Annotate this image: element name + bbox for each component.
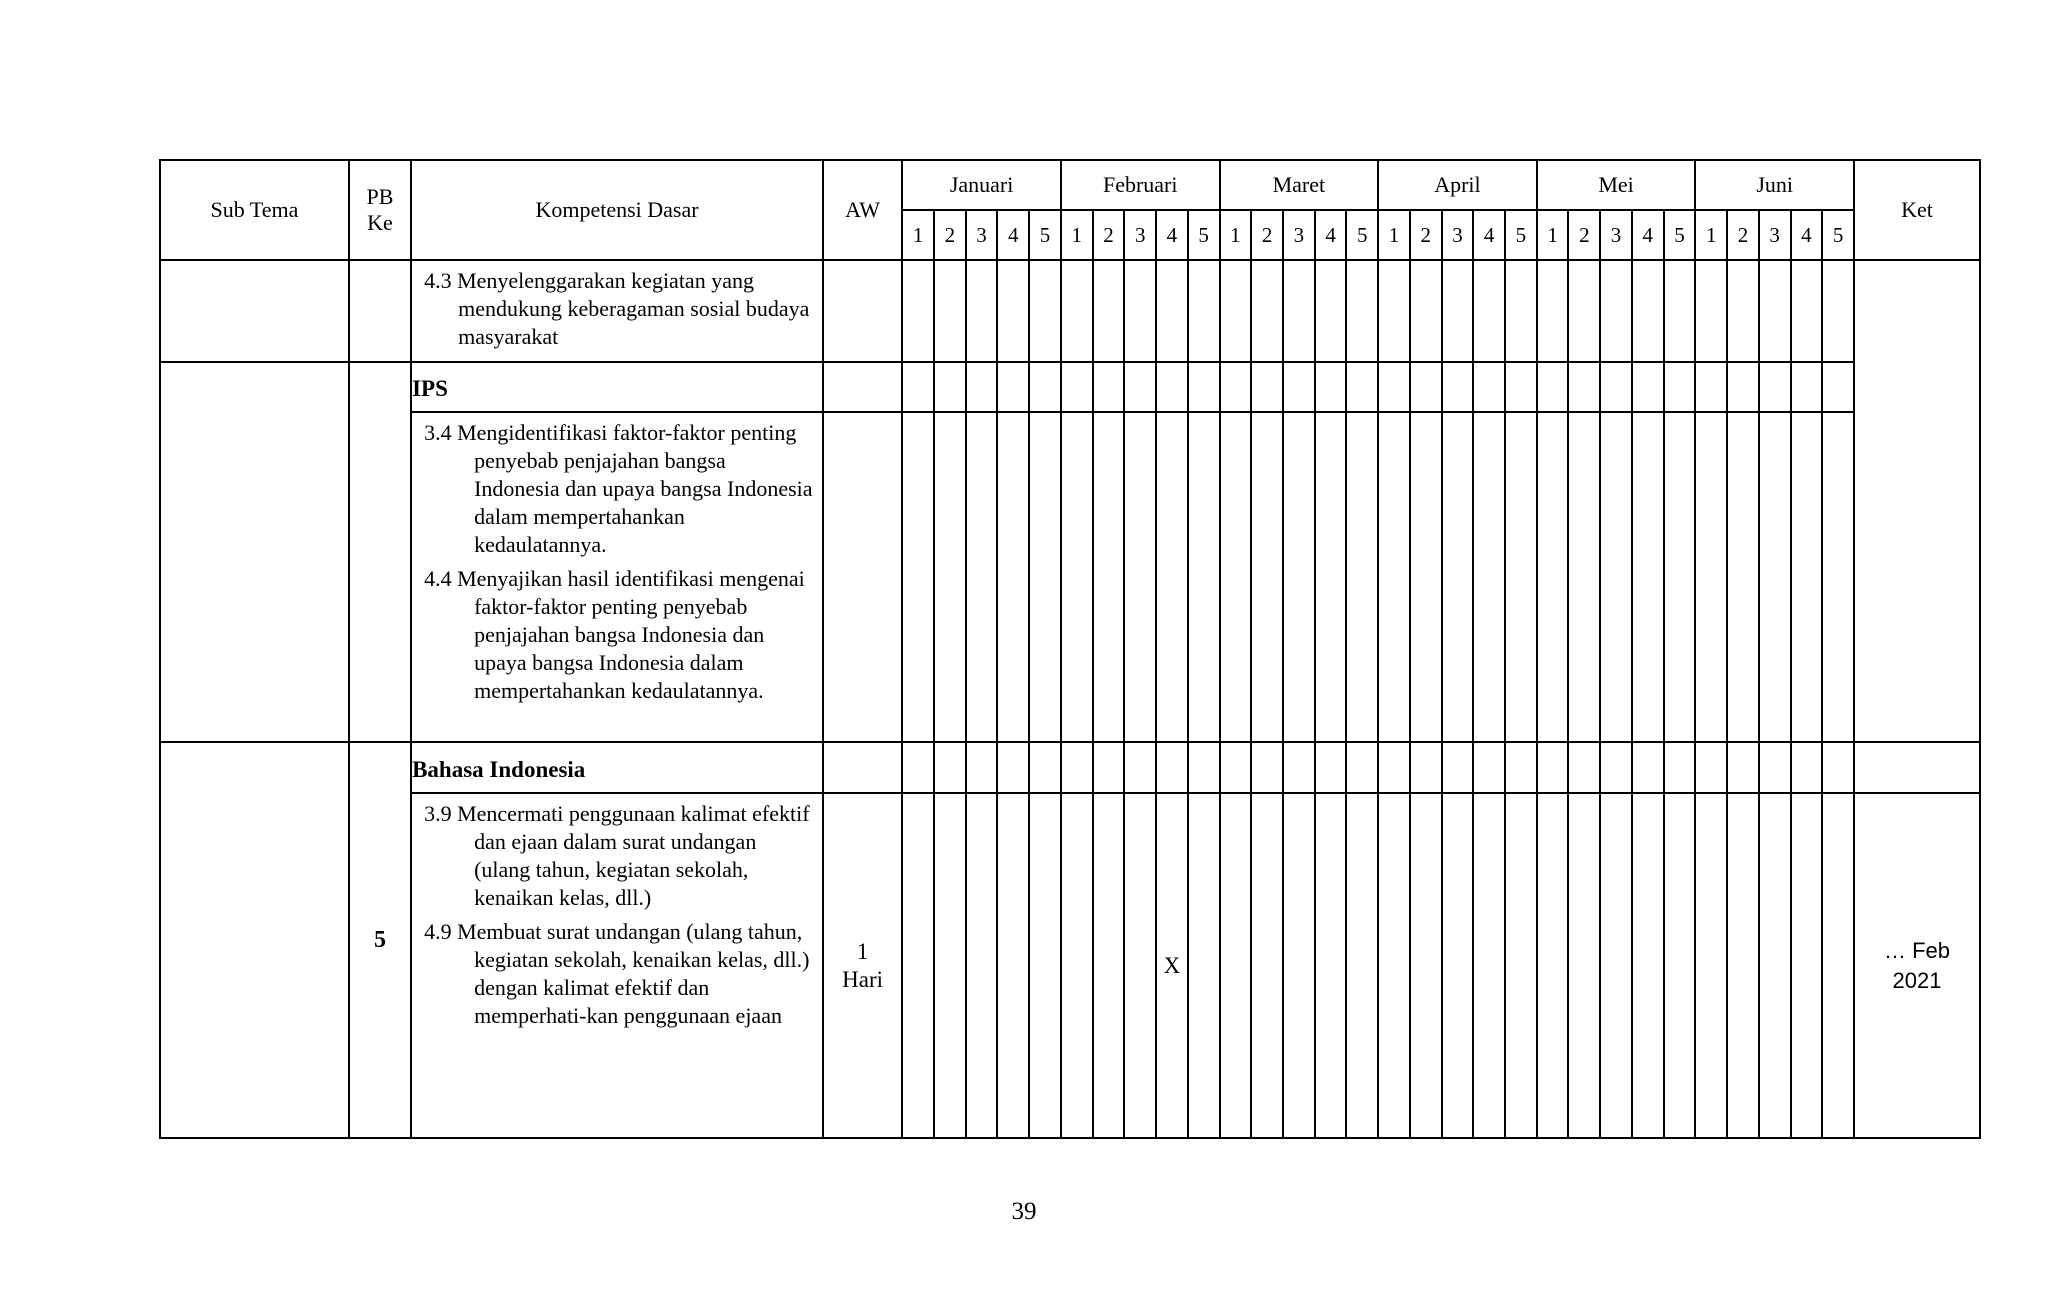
week-cell	[1442, 260, 1474, 362]
week-cell	[1664, 793, 1696, 1138]
week-cell	[1283, 793, 1315, 1138]
week-cell	[1759, 362, 1791, 412]
pb-number: 5	[373, 926, 386, 953]
week-cell	[1251, 793, 1283, 1138]
header-row-months	[160, 160, 1980, 210]
week-cell	[1727, 793, 1759, 1138]
week-cell	[1473, 260, 1505, 362]
week-number: 3	[966, 210, 998, 260]
week-number: 4	[997, 210, 1029, 260]
week-cell	[1695, 742, 1727, 793]
week-cell	[1568, 362, 1600, 412]
week-cell	[902, 260, 934, 362]
week-cell	[1759, 260, 1791, 362]
week-number: 1	[1537, 210, 1569, 260]
week-cell	[902, 412, 934, 742]
week-cell	[902, 793, 934, 1138]
week-number: 3	[1283, 210, 1315, 260]
week-cell	[1537, 742, 1569, 793]
week-cell	[1093, 412, 1125, 742]
month-juni: Juni	[1695, 160, 1854, 210]
week-cell	[1029, 793, 1061, 1138]
week-number: 2	[1410, 210, 1442, 260]
week-cell	[1283, 742, 1315, 793]
month-mei: Mei	[1537, 160, 1696, 210]
week-cell	[1568, 412, 1600, 742]
aw-cell	[823, 260, 902, 362]
week-cell	[1061, 412, 1093, 742]
week-cell	[1632, 742, 1664, 793]
week-cell	[1093, 742, 1125, 793]
week-number: 3	[1600, 210, 1632, 260]
week-cell	[1822, 412, 1854, 742]
week-cell	[1505, 260, 1537, 362]
week-number: 1	[1061, 210, 1093, 260]
week-cell	[966, 742, 998, 793]
ips-title: IPS	[411, 362, 823, 412]
ket-cell	[1854, 742, 1980, 793]
week-cell	[1061, 742, 1093, 793]
week-cell	[1537, 412, 1569, 742]
month-april: April	[1378, 160, 1537, 210]
week-cell	[1410, 793, 1442, 1138]
sub-tema-cell	[160, 362, 349, 742]
week-cell	[1315, 793, 1347, 1138]
week-cell	[1473, 742, 1505, 793]
week-cell	[1251, 362, 1283, 412]
week-cell	[902, 362, 934, 412]
header-pb-ke: PB Ke	[349, 160, 411, 260]
row-kd-4-3	[160, 260, 1980, 362]
week-cell	[1822, 742, 1854, 793]
aw-cell	[823, 742, 902, 793]
kd-3-4: 3.4 Mengidentifikasi faktor-faktor penting penyebab penjajahan bangsa Indonesia dan upaya bangsa Indonesia dalam mempertahankan kedaulatannya.	[424, 420, 813, 557]
page-number: 39	[1011, 1198, 1037, 1225]
week-number: 5	[1029, 210, 1061, 260]
week-cell	[966, 793, 998, 1138]
week-cell	[1505, 362, 1537, 412]
week-cell	[1664, 260, 1696, 362]
week-cell	[1442, 742, 1474, 793]
week-cell	[1568, 260, 1600, 362]
week-cell	[1156, 362, 1188, 412]
week-cell	[1632, 362, 1664, 412]
row-kd-3-9	[160, 793, 1980, 1138]
week-cell	[1537, 793, 1569, 1138]
week-number: 4	[1791, 210, 1823, 260]
week-cell	[1537, 260, 1569, 362]
week-cell	[1727, 412, 1759, 742]
week-cell	[1664, 412, 1696, 742]
week-number: 2	[1093, 210, 1125, 260]
header-ket: Ket	[1854, 160, 1980, 260]
week-cell	[1759, 412, 1791, 742]
week-cell	[1346, 412, 1378, 742]
month-januari: Januari	[902, 160, 1061, 210]
aw-value: 1 Hari	[823, 793, 902, 1138]
week-cell	[1220, 412, 1252, 742]
week-number: 4	[1156, 210, 1188, 260]
week-number: 4	[1315, 210, 1347, 260]
row-ips-title	[160, 362, 1980, 412]
week-cell	[1473, 362, 1505, 412]
week-cell	[1220, 742, 1252, 793]
week-cell	[1568, 742, 1600, 793]
week-cell	[1568, 793, 1600, 1138]
week-cell	[1791, 742, 1823, 793]
week-cell	[1283, 412, 1315, 742]
row-kd-3-4	[160, 412, 1980, 742]
week-cell	[1791, 412, 1823, 742]
week-cell	[1124, 260, 1156, 362]
week-cell	[1251, 742, 1283, 793]
week-cell	[1188, 412, 1220, 742]
week-cell	[1093, 260, 1125, 362]
week-cell	[1061, 260, 1093, 362]
week-cell	[1315, 260, 1347, 362]
week-cell	[1220, 793, 1252, 1138]
week-cell	[1791, 362, 1823, 412]
week-cell	[1505, 742, 1537, 793]
week-cell	[1251, 260, 1283, 362]
week-cell	[1759, 793, 1791, 1138]
week-cell	[1220, 362, 1252, 412]
week-cell	[934, 362, 966, 412]
week-cell	[902, 742, 934, 793]
week-cell	[1188, 362, 1220, 412]
week-cell	[1410, 362, 1442, 412]
week-cell	[1061, 793, 1093, 1138]
week-cell	[1600, 260, 1632, 362]
week-cell	[1124, 793, 1156, 1138]
week-cell	[1473, 412, 1505, 742]
week-cell	[1315, 412, 1347, 742]
kd-cell	[411, 793, 823, 1138]
week-cell	[966, 260, 998, 362]
week-cell	[1346, 260, 1378, 362]
week-number: 4	[1632, 210, 1664, 260]
header-aw: AW	[823, 160, 902, 260]
week-number: 2	[934, 210, 966, 260]
week-cell	[1505, 793, 1537, 1138]
week-cell	[1410, 260, 1442, 362]
week-cell	[966, 412, 998, 742]
week-cell	[1093, 793, 1125, 1138]
sub-tema-cell	[160, 742, 349, 1138]
week-cell	[1727, 362, 1759, 412]
week-cell	[997, 260, 1029, 362]
week-cell	[1124, 412, 1156, 742]
week-number: 1	[902, 210, 934, 260]
week-number: 3	[1124, 210, 1156, 260]
week-cell	[1410, 412, 1442, 742]
week-cell	[1188, 260, 1220, 362]
week-number: 2	[1251, 210, 1283, 260]
ket-cell	[1854, 260, 1980, 742]
week-number: 5	[1346, 210, 1378, 260]
month-februari: Februari	[1061, 160, 1220, 210]
week-number: 1	[1695, 210, 1727, 260]
week-cell	[997, 362, 1029, 412]
week-cell	[1251, 412, 1283, 742]
week-cell	[1664, 742, 1696, 793]
kd-3-9: 3.9 Mencermati penggunaan kalimat efektif dan ejaan dalam surat undangan (ulang tahun, kegiatan sekolah, kenaikan kelas, dll.)	[424, 801, 810, 910]
kd-4-3: 4.3 Menyelenggarakan kegiatan yang mendukung keberagaman sosial budaya masyarakat	[424, 268, 810, 349]
week-cell	[1346, 793, 1378, 1138]
week-cell	[1822, 260, 1854, 362]
week-cell	[1029, 362, 1061, 412]
week-cell	[934, 793, 966, 1138]
kd-4-4: 4.4 Menyajikan hasil identifikasi mengenai faktor-faktor penting penyebab penjajahan bangsa Indonesia dan upaya bangsa Indonesia dalam mempertahankan kedaulatannya.	[424, 566, 805, 703]
header-kompetensi-dasar: Kompetensi Dasar	[411, 160, 823, 260]
week-number: 2	[1568, 210, 1600, 260]
week-cell	[1600, 412, 1632, 742]
aw-cell	[823, 362, 902, 412]
week-cell	[1632, 260, 1664, 362]
week-cell	[1695, 412, 1727, 742]
week-cell	[1188, 793, 1220, 1138]
week-cell	[1442, 793, 1474, 1138]
week-cell	[1695, 362, 1727, 412]
week-number: 3	[1442, 210, 1474, 260]
schedule-table	[159, 159, 1981, 1139]
week-cell	[1378, 412, 1410, 742]
week-cell	[934, 260, 966, 362]
week-cell	[1600, 362, 1632, 412]
week-cell	[1759, 742, 1791, 793]
pb-cell	[349, 362, 411, 742]
week-cell	[1473, 793, 1505, 1138]
week-number: 4	[1473, 210, 1505, 260]
week-cell	[966, 362, 998, 412]
week-cell	[1220, 260, 1252, 362]
week-cell	[1600, 793, 1632, 1138]
week-cell	[1188, 742, 1220, 793]
kd-4-9: 4.9 Membuat surat undangan (ulang tahun, kegiatan sekolah, kenaikan kelas, dll.) dengan kalimat efektif dan memperhati-kan penggunaan ejaan	[424, 919, 810, 1028]
week-number: 2	[1727, 210, 1759, 260]
week-cell	[997, 793, 1029, 1138]
week-cell	[1378, 362, 1410, 412]
sub-tema-cell	[160, 260, 349, 362]
week-cell	[1061, 362, 1093, 412]
week-cell	[1346, 742, 1378, 793]
header-sub-tema: Sub Tema	[160, 160, 349, 260]
ket-value: … Feb 2021	[1854, 793, 1980, 1138]
week-cell	[1791, 793, 1823, 1138]
week-cell	[1791, 260, 1823, 362]
week-cell	[1283, 260, 1315, 362]
week-cell	[997, 742, 1029, 793]
schedule-mark: X	[1156, 793, 1188, 1138]
week-cell	[1822, 362, 1854, 412]
month-maret: Maret	[1220, 160, 1379, 210]
week-cell	[1632, 793, 1664, 1138]
aw-cell	[823, 412, 902, 742]
pb-number-cell	[349, 742, 411, 1138]
week-cell	[1315, 362, 1347, 412]
week-cell	[1442, 362, 1474, 412]
week-cell	[1124, 742, 1156, 793]
week-cell	[1156, 742, 1188, 793]
week-cell	[1283, 362, 1315, 412]
week-cell	[1664, 362, 1696, 412]
pb-cell	[349, 260, 411, 362]
week-number: 1	[1220, 210, 1252, 260]
week-cell	[1029, 260, 1061, 362]
week-cell	[1315, 742, 1347, 793]
week-cell	[1156, 412, 1188, 742]
week-cell	[1156, 260, 1188, 362]
week-cell	[1346, 362, 1378, 412]
week-cell	[1093, 362, 1125, 412]
week-cell	[1410, 742, 1442, 793]
week-number: 5	[1505, 210, 1537, 260]
kd-cell	[411, 260, 823, 362]
week-cell	[1537, 362, 1569, 412]
week-cell	[1029, 742, 1061, 793]
row-bindo-title	[160, 742, 1980, 793]
week-cell	[1378, 742, 1410, 793]
week-number: 1	[1378, 210, 1410, 260]
week-cell	[1600, 742, 1632, 793]
week-cell	[1822, 793, 1854, 1138]
week-cell	[1727, 742, 1759, 793]
week-cell	[1632, 412, 1664, 742]
kd-cell	[411, 412, 823, 742]
week-cell	[934, 412, 966, 742]
bindo-title: Bahasa Indonesia	[411, 742, 823, 793]
week-cell	[1378, 793, 1410, 1138]
week-cell	[1029, 412, 1061, 742]
week-cell	[1695, 260, 1727, 362]
week-number: 5	[1188, 210, 1220, 260]
week-cell	[1442, 412, 1474, 742]
week-cell	[1727, 260, 1759, 362]
week-cell	[1505, 412, 1537, 742]
week-cell	[1378, 260, 1410, 362]
week-number: 3	[1759, 210, 1791, 260]
week-number: 5	[1822, 210, 1854, 260]
week-number: 5	[1664, 210, 1696, 260]
week-cell	[997, 412, 1029, 742]
week-cell	[1124, 362, 1156, 412]
week-cell	[934, 742, 966, 793]
week-cell	[1695, 793, 1727, 1138]
